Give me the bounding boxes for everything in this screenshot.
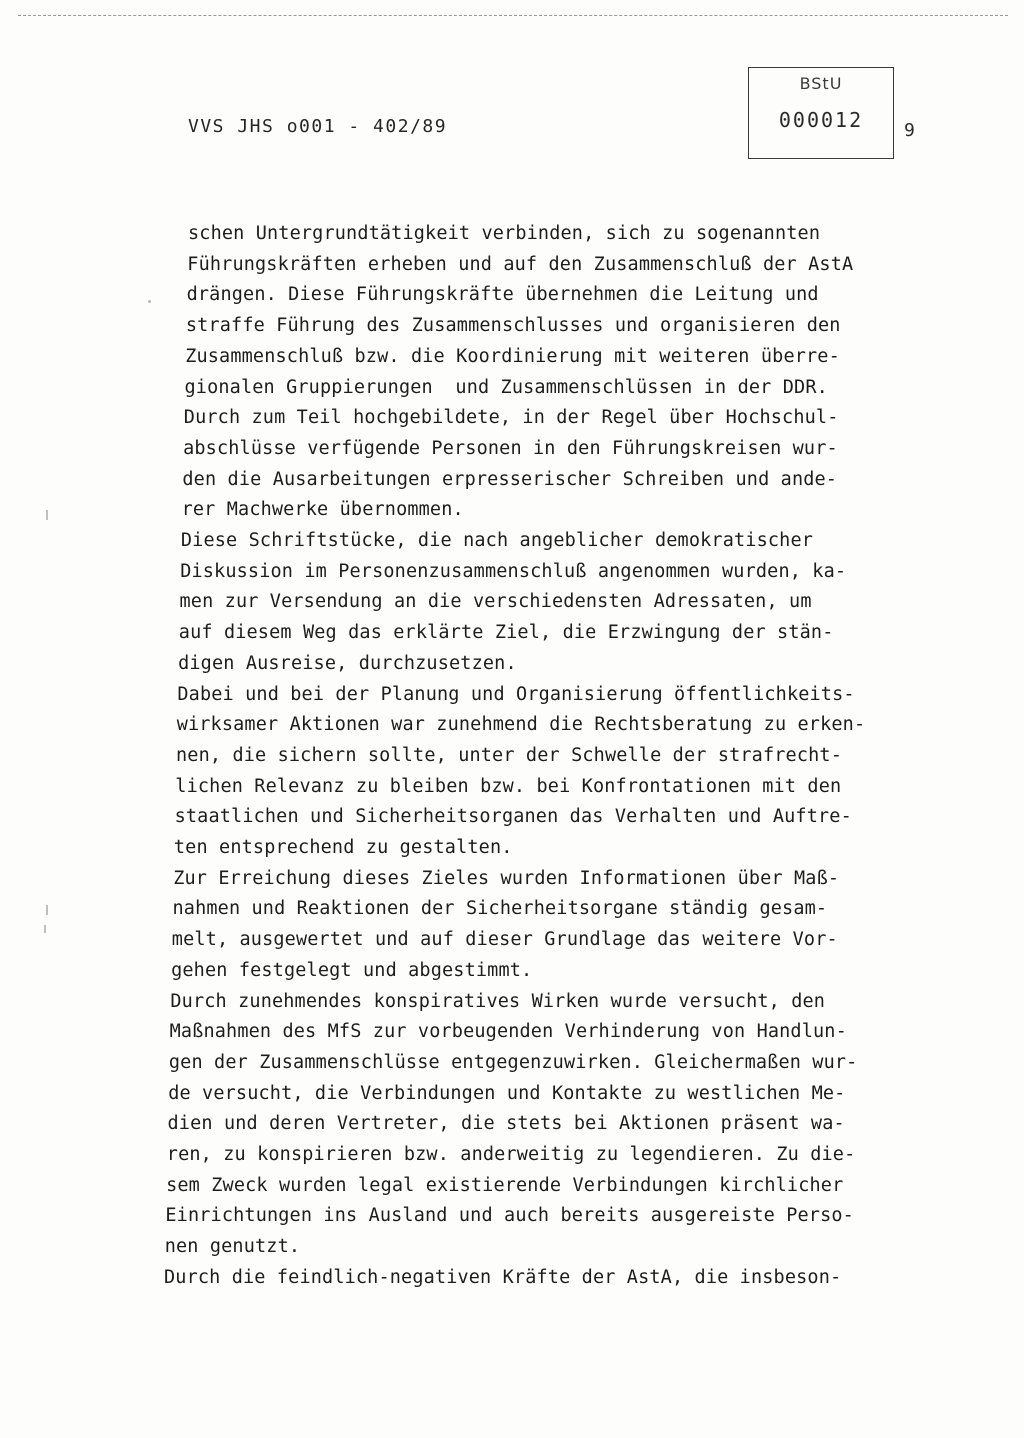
text-line: auf diesem Weg das erklärte Ziel, die Erzwingung der stän-: [178, 622, 834, 644]
text-line: ten entsprechend zu gestalten.: [173, 837, 513, 858]
text-line: Zusammenschluß bzw. die Koordinierung mit weiteren überre-: [185, 345, 840, 367]
text-line: gen der Zusammenschlüsse entgegenzuwirken. Gleichermaßen wur-: [168, 1051, 858, 1073]
text-line: Diskussion im Personenzusammenschluß angenommen wurden, ka-: [180, 560, 847, 582]
archive-stamp: [748, 67, 894, 159]
text-line: de versucht, die Verbindungen und Kontakte zu westlichen Me-: [168, 1082, 846, 1104]
text-line: Diese Schriftstücke, die nach angeblicher demokratischer: [180, 530, 814, 551]
text-line: Durch die feindlich-negativen Kräfte der AstA, die insbeson-: [164, 1266, 842, 1288]
stamp-number: 000012: [778, 108, 864, 132]
text-line: lichen Relevanz zu bleiben bzw. bei Konfrontationen mit den: [175, 775, 842, 797]
top-scan-border: [18, 15, 1008, 16]
margin-mark: [44, 925, 46, 933]
text-line: gionalen Gruppierungen und Zusammenschlüssen in der DDR.: [184, 376, 828, 398]
margin-mark: [46, 905, 48, 915]
text-line: schen Untergrundtätigkeit verbinden, sich zu sogenannten: [188, 223, 821, 244]
text-line: sem Zweck wurden legal existierende Verbindungen kirchlicher: [166, 1174, 844, 1196]
text-line: Führungskräften erheben und auf den Zusammenschluß der AstA: [187, 253, 854, 275]
text-line: Maßnahmen des MfS zur vorbeugenden Verhinderung von Handlun-: [169, 1021, 847, 1043]
text-line: abschlüsse verfügende Personen in den Führungskreisen wur-: [183, 437, 838, 459]
scan-speck: [148, 300, 151, 303]
page-number: 9: [904, 120, 915, 141]
text-line: nen, die sichern sollte, unter der Schwelle der strafrecht-: [176, 744, 842, 766]
text-line: straffe Führung des Zusammenschlusses und organisieren den: [185, 315, 841, 337]
text-line: men zur Versendung an die verschiedensten Adressaten, um: [179, 591, 812, 613]
text-line: staatlichen und Sicherheitsorganen das Verhalten und Auftre-: [174, 806, 852, 828]
text-line: gehen festgelegt und abgestimmt.: [171, 959, 533, 981]
text-line: digen Ausreise, durchzusetzen.: [178, 652, 517, 674]
text-line: Durch zunehmendes konspiratives Wirken wurde versucht, den: [170, 990, 826, 1012]
text-line: Einrichtungen ins Ausland und auch bereits ausgereiste Perso-: [165, 1205, 854, 1227]
text-line: ren, zu konspirieren bzw. anderweitig zu legendieren. Zu die-: [166, 1144, 856, 1165]
text-line: nen genutzt.: [164, 1236, 301, 1258]
text-line: den die Ausarbeitungen erpresserischer Schreiben und ande-: [182, 468, 838, 490]
text-line: drängen. Diese Führungskräfte übernehmen die Leitung und: [186, 284, 819, 306]
text-line: melt, ausgewertet und auf dieser Grundlage das weitere Vor-: [171, 929, 838, 951]
document-reference: VVS JHS o001 - 402/89: [188, 116, 448, 137]
text-line: rer Machwerke übernommen.: [181, 499, 464, 521]
margin-mark: [46, 510, 48, 520]
text-line: Dabei und bei der Planung und Organisierung öffentlichkeits-: [177, 683, 855, 705]
text-line: Durch zum Teil hochgebildete, in der Regel über Hochschul-: [183, 407, 839, 429]
text-line: wirksamer Aktionen war zunehmend die Rechtsberatung zu erken-: [176, 714, 866, 736]
stamp-org: BStU: [799, 74, 843, 93]
text-line: dien und deren Vertreter, die stets bei Aktionen präsent wa-: [167, 1113, 845, 1135]
text-line: nahmen und Reaktionen der Sicherheitsorgane ständig gesam-: [172, 898, 828, 920]
text-line: Zur Erreichung dieses Zieles wurden Informationen über Maß-: [173, 867, 840, 889]
